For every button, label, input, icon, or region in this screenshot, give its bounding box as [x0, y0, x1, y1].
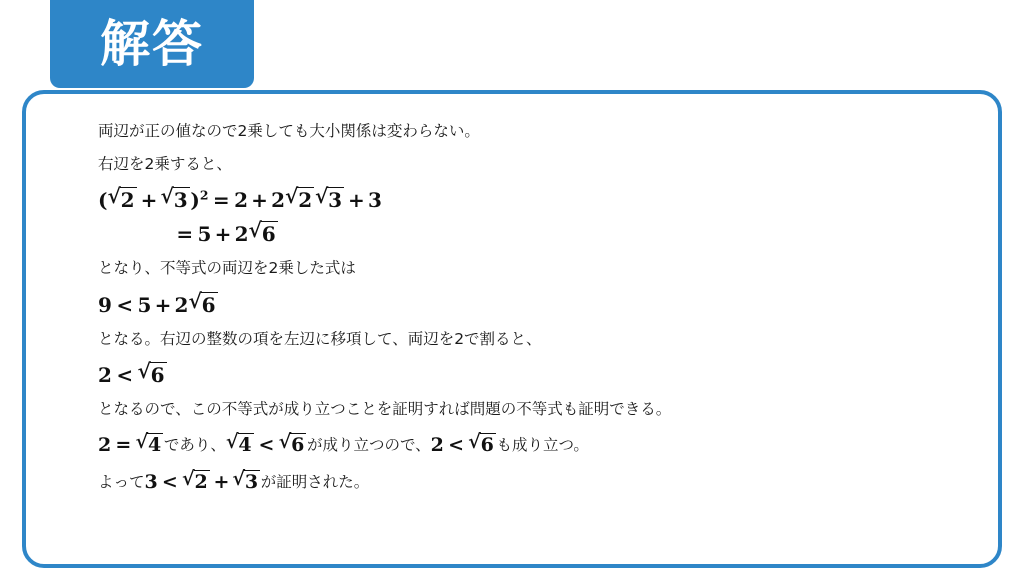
answer-panel [22, 90, 1002, 568]
sqrt-6e [468, 429, 496, 458]
eq2-five: 5 [197, 222, 212, 247]
sqrt-3 [160, 184, 190, 213]
eq2-radicand-6: 6 [261, 222, 276, 247]
eq3-radicand-6: 6 [201, 292, 216, 317]
equation-2 [98, 218, 958, 247]
line7-text0: よって [98, 472, 145, 491]
radical-sign-icon: √ [182, 466, 195, 490]
eq1-three: 3 [368, 188, 382, 213]
radical-sign-icon: √ [468, 429, 481, 453]
eq4-lt: < [116, 363, 134, 388]
sqrt-2c [182, 466, 210, 495]
eq1-rparen: ) [190, 188, 200, 213]
line7-plus: + [213, 470, 230, 493]
line6-two: 2 [98, 433, 112, 456]
page-title: 解答 [100, 15, 204, 73]
equation-1 [98, 184, 958, 213]
eq1-radicand-3: 3 [173, 188, 188, 213]
radical-sign-icon: √ [107, 184, 121, 209]
radical-sign-icon: √ [314, 184, 329, 209]
line6-eq: = [115, 433, 132, 456]
line7-radicand-2: 2 [194, 470, 208, 493]
text-line-2: 右辺を2乗すると、 [98, 154, 232, 173]
line6-radicand-6: 6 [291, 433, 305, 456]
radical-sign-icon: √ [188, 288, 202, 313]
eq1-plus2: + [251, 188, 268, 213]
sqrt-2b [285, 184, 314, 213]
sqrt-4 [135, 429, 164, 458]
line6-lt: < [258, 433, 275, 456]
sqrt-3c [232, 466, 260, 495]
eq1-plus: + [140, 188, 158, 213]
eq1-equals: = [212, 188, 230, 213]
eq1-radicand-3b: 3 [328, 188, 343, 213]
line7-lt: < [161, 470, 178, 493]
text-line-7 [98, 466, 958, 495]
eq3-lt: < [116, 292, 134, 317]
eq1-radicand-2b: 2 [298, 188, 313, 213]
radical-sign-icon: √ [135, 429, 149, 453]
text-line-3: となり、不等式の両辺を2乗した式は [98, 259, 356, 278]
line7-radicand-3: 3 [244, 470, 259, 493]
radical-sign-icon: √ [232, 466, 246, 490]
header-tab [50, 0, 254, 88]
eq2-plus: + [214, 222, 232, 247]
eq2-coef: 2 [234, 222, 249, 247]
sqrt-6b [188, 288, 217, 318]
sqrt-2 [107, 184, 136, 213]
line6-two2: 2 [430, 433, 444, 456]
radical-sign-icon: √ [225, 429, 239, 453]
eq3-coef: 2 [174, 292, 189, 317]
eq3-nine: 9 [98, 292, 112, 317]
line6-radicand-4: 4 [148, 433, 162, 456]
text-line-1: 両辺が正の値なので2乗しても大小関係は変わらない。 [98, 122, 480, 140]
eq1-lparen: ( [98, 188, 108, 213]
eq4-two: 2 [98, 363, 112, 388]
text-line-4: となる。右辺の整数の項を左辺に移項して、両辺を2で割ると、 [98, 329, 542, 348]
line7-text1: が証明された。 [260, 472, 370, 491]
eq1-plus3: + [348, 188, 365, 213]
eq4-radicand-6: 6 [150, 363, 165, 388]
eq1-two: 2 [234, 188, 248, 213]
sqrt-4b [225, 429, 254, 458]
line6-text3: も成り立つ。 [496, 435, 589, 454]
line6-text1: であり、 [163, 435, 226, 454]
radical-sign-icon: √ [278, 429, 292, 453]
text-line-6 [98, 429, 958, 458]
line7-three: 3 [144, 470, 158, 493]
line6-text2: が成り立つので、 [306, 435, 431, 454]
equation-4 [98, 359, 958, 388]
eq2-equals: = [176, 222, 194, 247]
eq1-radicand-2: 2 [120, 188, 135, 213]
sqrt-6 [248, 218, 278, 247]
eq3-five: 5 [137, 292, 152, 317]
radical-sign-icon: √ [160, 184, 174, 209]
eq1-exponent: 2 [199, 187, 209, 203]
equation-3 [98, 288, 958, 318]
eq1-coef: 2 [271, 188, 286, 213]
eq3-plus: + [154, 292, 172, 317]
sqrt-6d [278, 429, 307, 458]
answer-body [98, 122, 958, 506]
sqrt-6c [137, 359, 166, 388]
line6-radicand-6b: 6 [480, 433, 494, 456]
line6-radicand-4b: 4 [238, 433, 252, 456]
sqrt-3b [314, 184, 344, 213]
text-line-5: となるので、この不等式が成り立つことを証明すれば問題の不等式も証明できる。 [98, 400, 672, 419]
radical-sign-icon: √ [285, 184, 299, 209]
radical-sign-icon: √ [137, 359, 151, 384]
radical-sign-icon: √ [248, 218, 262, 243]
line6-lt2: < [448, 433, 464, 456]
